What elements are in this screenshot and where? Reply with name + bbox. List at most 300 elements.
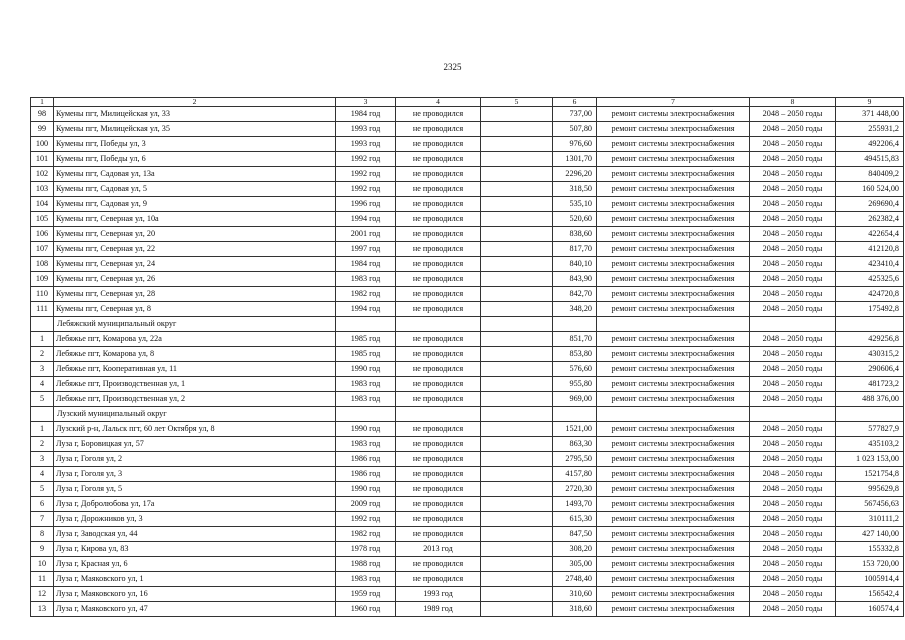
- empty-cell: [553, 407, 597, 422]
- column-header: 7: [597, 98, 750, 107]
- cost-cell: 160 524,00: [836, 182, 904, 197]
- address-cell: Луза г, Маяковского ул, 1: [54, 572, 336, 587]
- area-cell: 2748,40: [553, 572, 597, 587]
- empty-cell: [481, 407, 553, 422]
- table-row: [31, 302, 904, 317]
- column-5-cell: [481, 362, 553, 377]
- column-5-cell: [481, 107, 553, 122]
- last-repair-cell: не проводился: [396, 452, 481, 467]
- row-number-cell: 4: [31, 377, 54, 392]
- empty-cell: [481, 317, 553, 332]
- planned-period-cell: 2048 – 2050 годы: [750, 122, 836, 137]
- commissioning-year-cell: 1990 год: [336, 422, 396, 437]
- address-cell: Луза г, Добролюбова ул, 17а: [54, 497, 336, 512]
- work-type-cell: ремонт системы электроснабжения: [597, 152, 750, 167]
- address-cell: Луза г, Заводская ул, 44: [54, 527, 336, 542]
- address-cell: Луза г, Маяковского ул, 16: [54, 587, 336, 602]
- table-row: [31, 107, 904, 122]
- section-row: [31, 407, 904, 422]
- column-5-cell: [481, 602, 553, 617]
- address-cell: Лебяжье пгт, Кооперативная ул, 11: [54, 362, 336, 377]
- last-repair-cell: не проводился: [396, 287, 481, 302]
- cost-cell: 1521754,8: [836, 467, 904, 482]
- address-cell: Луза г, Боровицкая ул, 57: [54, 437, 336, 452]
- address-cell: Кумены пгт, Северная ул, 10а: [54, 212, 336, 227]
- last-repair-cell: не проводился: [396, 182, 481, 197]
- column-5-cell: [481, 557, 553, 572]
- empty-cell: [336, 317, 396, 332]
- cost-cell: 175492,8: [836, 302, 904, 317]
- table-row: [31, 347, 904, 362]
- last-repair-cell: не проводился: [396, 422, 481, 437]
- empty-cell: [31, 317, 54, 332]
- row-number-cell: 104: [31, 197, 54, 212]
- area-cell: 842,70: [553, 287, 597, 302]
- table-row: [31, 182, 904, 197]
- row-number-cell: 11: [31, 572, 54, 587]
- table-row: [31, 122, 904, 137]
- column-5-cell: [481, 497, 553, 512]
- address-cell: Луза г, Маяковского ул, 47: [54, 602, 336, 617]
- address-cell: Кумены пгт, Северная ул, 20: [54, 227, 336, 242]
- cost-cell: 156542,4: [836, 587, 904, 602]
- area-cell: 310,60: [553, 587, 597, 602]
- cost-cell: 425325,6: [836, 272, 904, 287]
- last-repair-cell: не проводился: [396, 257, 481, 272]
- column-5-cell: [481, 167, 553, 182]
- planned-period-cell: 2048 – 2050 годы: [750, 572, 836, 587]
- work-type-cell: ремонт системы электроснабжения: [597, 377, 750, 392]
- address-cell: Кумены пгт, Северная ул, 24: [54, 257, 336, 272]
- cost-cell: 153 720,00: [836, 557, 904, 572]
- last-repair-cell: не проводился: [396, 437, 481, 452]
- address-cell: Луза г, Гоголя ул, 5: [54, 482, 336, 497]
- last-repair-cell: не проводился: [396, 167, 481, 182]
- work-type-cell: ремонт системы электроснабжения: [597, 272, 750, 287]
- area-cell: 863,30: [553, 437, 597, 452]
- column-header: 3: [336, 98, 396, 107]
- row-number-cell: 2: [31, 437, 54, 452]
- address-cell: Луза г, Гоголя ул, 2: [54, 452, 336, 467]
- row-number-cell: 5: [31, 392, 54, 407]
- last-repair-cell: не проводился: [396, 467, 481, 482]
- area-cell: 838,60: [553, 227, 597, 242]
- area-cell: 843,90: [553, 272, 597, 287]
- commissioning-year-cell: 1992 год: [336, 152, 396, 167]
- cost-cell: 488 376,00: [836, 392, 904, 407]
- row-number-cell: 13: [31, 602, 54, 617]
- column-5-cell: [481, 197, 553, 212]
- area-cell: 305,00: [553, 557, 597, 572]
- commissioning-year-cell: 1982 год: [336, 527, 396, 542]
- planned-period-cell: 2048 – 2050 годы: [750, 512, 836, 527]
- planned-period-cell: 2048 – 2050 годы: [750, 212, 836, 227]
- row-number-cell: 105: [31, 212, 54, 227]
- empty-cell: [31, 407, 54, 422]
- work-type-cell: ремонт системы электроснабжения: [597, 602, 750, 617]
- column-5-cell: [481, 377, 553, 392]
- planned-period-cell: 2048 – 2050 годы: [750, 542, 836, 557]
- row-number-cell: 106: [31, 227, 54, 242]
- last-repair-cell: не проводился: [396, 572, 481, 587]
- row-number-cell: 99: [31, 122, 54, 137]
- table-row: [31, 197, 904, 212]
- last-repair-cell: не проводился: [396, 482, 481, 497]
- planned-period-cell: 2048 – 2050 годы: [750, 422, 836, 437]
- commissioning-year-cell: 1992 год: [336, 512, 396, 527]
- last-repair-cell: не проводился: [396, 242, 481, 257]
- work-type-cell: ремонт системы электроснабжения: [597, 107, 750, 122]
- area-cell: 615,30: [553, 512, 597, 527]
- column-5-cell: [481, 572, 553, 587]
- row-number-cell: 3: [31, 452, 54, 467]
- cost-cell: 427 140,00: [836, 527, 904, 542]
- area-cell: 318,50: [553, 182, 597, 197]
- page-number: 2325: [443, 62, 462, 72]
- table-row: [31, 587, 904, 602]
- planned-period-cell: 2048 – 2050 годы: [750, 302, 836, 317]
- area-cell: 576,60: [553, 362, 597, 377]
- last-repair-cell: не проводился: [396, 527, 481, 542]
- section-title: Лузский муниципальный округ: [54, 407, 336, 422]
- last-repair-cell: не проводился: [396, 122, 481, 137]
- column-5-cell: [481, 227, 553, 242]
- planned-period-cell: 2048 – 2050 годы: [750, 107, 836, 122]
- column-5-cell: [481, 392, 553, 407]
- address-cell: Лебяжье пгт, Комарова ул, 22а: [54, 332, 336, 347]
- address-cell: Кумены пгт, Садовая ул, 13а: [54, 167, 336, 182]
- table-row: [31, 137, 904, 152]
- last-repair-cell: не проводился: [396, 107, 481, 122]
- commissioning-year-cell: 1984 год: [336, 107, 396, 122]
- work-type-cell: ремонт системы электроснабжения: [597, 572, 750, 587]
- area-cell: 817,70: [553, 242, 597, 257]
- address-cell: Кумены пгт, Милицейская ул, 33: [54, 107, 336, 122]
- empty-cell: [597, 407, 750, 422]
- address-cell: Кумены пгт, Северная ул, 26: [54, 272, 336, 287]
- row-number-cell: 2: [31, 347, 54, 362]
- table-row: [31, 527, 904, 542]
- area-cell: 1521,00: [553, 422, 597, 437]
- last-repair-cell: 1989 год: [396, 602, 481, 617]
- empty-cell: [396, 407, 481, 422]
- commissioning-year-cell: 1997 год: [336, 242, 396, 257]
- row-number-cell: 103: [31, 182, 54, 197]
- cost-cell: 424720,8: [836, 287, 904, 302]
- work-type-cell: ремонт системы электроснабжения: [597, 452, 750, 467]
- planned-period-cell: 2048 – 2050 годы: [750, 287, 836, 302]
- table-row: [31, 542, 904, 557]
- planned-period-cell: 2048 – 2050 годы: [750, 437, 836, 452]
- address-cell: Кумены пгт, Победы ул, 3: [54, 137, 336, 152]
- table-row: [31, 422, 904, 437]
- commissioning-year-cell: 1990 год: [336, 482, 396, 497]
- planned-period-cell: 2048 – 2050 годы: [750, 242, 836, 257]
- commissioning-year-cell: 1983 год: [336, 377, 396, 392]
- planned-period-cell: 2048 – 2050 годы: [750, 527, 836, 542]
- work-type-cell: ремонт системы электроснабжения: [597, 167, 750, 182]
- last-repair-cell: не проводился: [396, 212, 481, 227]
- cost-cell: 995629,8: [836, 482, 904, 497]
- address-cell: Луза г, Дорожников ул, 3: [54, 512, 336, 527]
- last-repair-cell: 1993 год: [396, 587, 481, 602]
- work-type-cell: ремонт системы электроснабжения: [597, 497, 750, 512]
- planned-period-cell: 2048 – 2050 годы: [750, 332, 836, 347]
- table-row: [31, 242, 904, 257]
- cost-cell: 290606,4: [836, 362, 904, 377]
- column-5-cell: [481, 152, 553, 167]
- row-number-cell: 1: [31, 332, 54, 347]
- commissioning-year-cell: 2001 год: [336, 227, 396, 242]
- planned-period-cell: 2048 – 2050 годы: [750, 557, 836, 572]
- address-cell: Лебяжье пгт, Комарова ул, 8: [54, 347, 336, 362]
- table-row: [31, 212, 904, 227]
- work-type-cell: ремонт системы электроснабжения: [597, 197, 750, 212]
- last-repair-cell: не проводился: [396, 332, 481, 347]
- area-cell: 535,10: [553, 197, 597, 212]
- table-row: [31, 362, 904, 377]
- area-cell: 851,70: [553, 332, 597, 347]
- last-repair-cell: не проводился: [396, 362, 481, 377]
- area-cell: 2296,20: [553, 167, 597, 182]
- column-5-cell: [481, 242, 553, 257]
- work-type-cell: ремонт системы электроснабжения: [597, 347, 750, 362]
- column-5-cell: [481, 587, 553, 602]
- commissioning-year-cell: 1992 год: [336, 182, 396, 197]
- last-repair-cell: не проводился: [396, 512, 481, 527]
- row-number-cell: 1: [31, 422, 54, 437]
- planned-period-cell: 2048 – 2050 годы: [750, 467, 836, 482]
- planned-period-cell: 2048 – 2050 годы: [750, 482, 836, 497]
- area-cell: 308,20: [553, 542, 597, 557]
- commissioning-year-cell: 1959 год: [336, 587, 396, 602]
- table-row: [31, 497, 904, 512]
- table-row: [31, 452, 904, 467]
- column-header: 8: [750, 98, 836, 107]
- column-5-cell: [481, 122, 553, 137]
- area-cell: 1301,70: [553, 152, 597, 167]
- address-cell: Лебяжье пгт, Производственная ул, 2: [54, 392, 336, 407]
- cost-cell: 423410,4: [836, 257, 904, 272]
- last-repair-cell: не проводился: [396, 557, 481, 572]
- table-row: [31, 152, 904, 167]
- column-5-cell: [481, 347, 553, 362]
- section-title: Лебяжский муниципальный округ: [54, 317, 336, 332]
- commissioning-year-cell: 1983 год: [336, 392, 396, 407]
- planned-period-cell: 2048 – 2050 годы: [750, 452, 836, 467]
- area-cell: 2720,30: [553, 482, 597, 497]
- work-type-cell: ремонт системы электроснабжения: [597, 512, 750, 527]
- last-repair-cell: не проводился: [396, 497, 481, 512]
- cost-cell: 481723,2: [836, 377, 904, 392]
- table-row: [31, 227, 904, 242]
- cost-cell: 371 448,00: [836, 107, 904, 122]
- work-type-cell: ремонт системы электроснабжения: [597, 392, 750, 407]
- work-type-cell: ремонт системы электроснабжения: [597, 557, 750, 572]
- work-type-cell: ремонт системы электроснабжения: [597, 542, 750, 557]
- housing-repair-table: [30, 97, 904, 617]
- area-cell: 1493,70: [553, 497, 597, 512]
- planned-period-cell: 2048 – 2050 годы: [750, 182, 836, 197]
- column-5-cell: [481, 542, 553, 557]
- last-repair-cell: не проводился: [396, 392, 481, 407]
- commissioning-year-cell: 1993 год: [336, 122, 396, 137]
- table-row: [31, 392, 904, 407]
- last-repair-cell: не проводился: [396, 302, 481, 317]
- work-type-cell: ремонт системы электроснабжения: [597, 182, 750, 197]
- row-number-cell: 8: [31, 527, 54, 542]
- cost-cell: 430315,2: [836, 347, 904, 362]
- cost-cell: 255931,2: [836, 122, 904, 137]
- row-number-cell: 111: [31, 302, 54, 317]
- cost-cell: 567456,63: [836, 497, 904, 512]
- area-cell: 847,50: [553, 527, 597, 542]
- row-number-cell: 3: [31, 362, 54, 377]
- commissioning-year-cell: 1986 год: [336, 467, 396, 482]
- work-type-cell: ремонт системы электроснабжения: [597, 362, 750, 377]
- row-number-cell: 101: [31, 152, 54, 167]
- column-5-cell: [481, 422, 553, 437]
- row-number-cell: 110: [31, 287, 54, 302]
- area-cell: 955,80: [553, 377, 597, 392]
- work-type-cell: ремонт системы электроснабжения: [597, 437, 750, 452]
- area-cell: 853,80: [553, 347, 597, 362]
- column-5-cell: [481, 137, 553, 152]
- planned-period-cell: 2048 – 2050 годы: [750, 347, 836, 362]
- cost-cell: 422654,4: [836, 227, 904, 242]
- column-5-cell: [481, 302, 553, 317]
- planned-period-cell: 2048 – 2050 годы: [750, 272, 836, 287]
- commissioning-year-cell: 1983 год: [336, 572, 396, 587]
- work-type-cell: ремонт системы электроснабжения: [597, 227, 750, 242]
- cost-cell: 577827,9: [836, 422, 904, 437]
- column-5-cell: [481, 212, 553, 227]
- planned-period-cell: 2048 – 2050 годы: [750, 377, 836, 392]
- column-5-cell: [481, 482, 553, 497]
- empty-cell: [553, 317, 597, 332]
- commissioning-year-cell: 1985 год: [336, 332, 396, 347]
- column-number-row: [31, 98, 904, 107]
- row-number-cell: 102: [31, 167, 54, 182]
- last-repair-cell: не проводился: [396, 152, 481, 167]
- area-cell: 520,60: [553, 212, 597, 227]
- commissioning-year-cell: 1983 год: [336, 437, 396, 452]
- empty-cell: [396, 317, 481, 332]
- commissioning-year-cell: 1988 год: [336, 557, 396, 572]
- commissioning-year-cell: 1994 год: [336, 212, 396, 227]
- row-number-cell: 12: [31, 587, 54, 602]
- area-cell: 976,60: [553, 137, 597, 152]
- work-type-cell: ремонт системы электроснабжения: [597, 137, 750, 152]
- column-header: 4: [396, 98, 481, 107]
- work-type-cell: ремонт системы электроснабжения: [597, 332, 750, 347]
- row-number-cell: 9: [31, 542, 54, 557]
- planned-period-cell: 2048 – 2050 годы: [750, 167, 836, 182]
- cost-cell: 412120,8: [836, 242, 904, 257]
- commissioning-year-cell: 1985 год: [336, 347, 396, 362]
- area-cell: 318,60: [553, 602, 597, 617]
- work-type-cell: ремонт системы электроснабжения: [597, 302, 750, 317]
- table-row: [31, 557, 904, 572]
- area-cell: 507,80: [553, 122, 597, 137]
- section-row: [31, 317, 904, 332]
- address-cell: Лузский р-н, Лальск пгт, 60 лет Октября ул, 8: [54, 422, 336, 437]
- cost-cell: 1005914,4: [836, 572, 904, 587]
- table-row: [31, 437, 904, 452]
- area-cell: 348,20: [553, 302, 597, 317]
- last-repair-cell: не проводился: [396, 137, 481, 152]
- cost-cell: 840409,2: [836, 167, 904, 182]
- commissioning-year-cell: 1992 год: [336, 167, 396, 182]
- planned-period-cell: 2048 – 2050 годы: [750, 257, 836, 272]
- planned-period-cell: 2048 – 2050 годы: [750, 362, 836, 377]
- planned-period-cell: 2048 – 2050 годы: [750, 392, 836, 407]
- table-row: [31, 332, 904, 347]
- empty-cell: [836, 317, 904, 332]
- address-cell: Кумены пгт, Садовая ул, 5: [54, 182, 336, 197]
- planned-period-cell: 2048 – 2050 годы: [750, 227, 836, 242]
- planned-period-cell: 2048 – 2050 годы: [750, 152, 836, 167]
- row-number-cell: 7: [31, 512, 54, 527]
- commissioning-year-cell: 1983 год: [336, 272, 396, 287]
- empty-cell: [750, 407, 836, 422]
- column-header: 2: [54, 98, 336, 107]
- column-5-cell: [481, 452, 553, 467]
- last-repair-cell: 2013 год: [396, 542, 481, 557]
- last-repair-cell: не проводился: [396, 272, 481, 287]
- commissioning-year-cell: 1960 год: [336, 602, 396, 617]
- table-row: [31, 167, 904, 182]
- cost-cell: 310111,2: [836, 512, 904, 527]
- table-row: [31, 482, 904, 497]
- column-5-cell: [481, 437, 553, 452]
- column-5-cell: [481, 287, 553, 302]
- last-repair-cell: не проводился: [396, 197, 481, 212]
- commissioning-year-cell: 1982 год: [336, 287, 396, 302]
- row-number-cell: 109: [31, 272, 54, 287]
- address-cell: Кумены пгт, Северная ул, 8: [54, 302, 336, 317]
- planned-period-cell: 2048 – 2050 годы: [750, 587, 836, 602]
- row-number-cell: 100: [31, 137, 54, 152]
- work-type-cell: ремонт системы электроснабжения: [597, 287, 750, 302]
- address-cell: Луза г, Гоголя ул, 3: [54, 467, 336, 482]
- cost-cell: 160574,4: [836, 602, 904, 617]
- planned-period-cell: 2048 – 2050 годы: [750, 602, 836, 617]
- column-header: 9: [836, 98, 904, 107]
- last-repair-cell: не проводился: [396, 377, 481, 392]
- commissioning-year-cell: 1996 год: [336, 197, 396, 212]
- address-cell: Кумены пгт, Милицейская ул, 35: [54, 122, 336, 137]
- row-number-cell: 6: [31, 497, 54, 512]
- column-header: 1: [31, 98, 54, 107]
- work-type-cell: ремонт системы электроснабжения: [597, 242, 750, 257]
- table-row: [31, 287, 904, 302]
- column-5-cell: [481, 257, 553, 272]
- row-number-cell: 10: [31, 557, 54, 572]
- table-row: [31, 572, 904, 587]
- table-row: [31, 602, 904, 617]
- empty-cell: [597, 317, 750, 332]
- area-cell: 840,10: [553, 257, 597, 272]
- work-type-cell: ремонт системы электроснабжения: [597, 482, 750, 497]
- work-type-cell: ремонт системы электроснабжения: [597, 257, 750, 272]
- empty-cell: [750, 317, 836, 332]
- commissioning-year-cell: 1994 год: [336, 302, 396, 317]
- cost-cell: 269690,4: [836, 197, 904, 212]
- column-5-cell: [481, 272, 553, 287]
- address-cell: Кумены пгт, Садовая ул, 9: [54, 197, 336, 212]
- address-cell: Кумены пгт, Победы ул, 6: [54, 152, 336, 167]
